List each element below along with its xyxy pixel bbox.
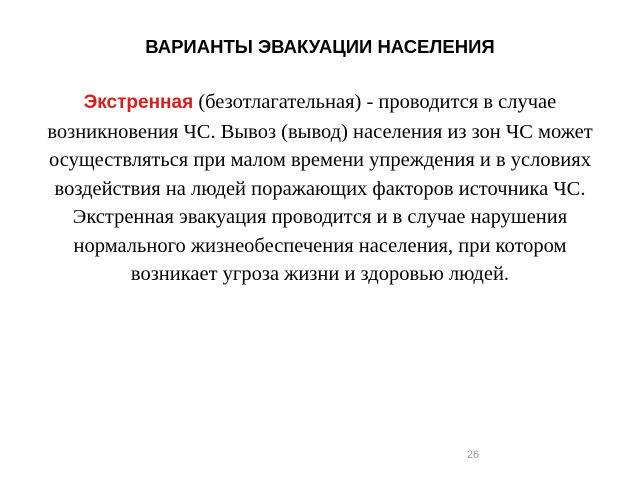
highlighted-term: Экстренная	[83, 92, 194, 113]
slide-title: ВАРИАНТЫ ЭВАКУАЦИИ НАСЕЛЕНИЯ	[145, 36, 495, 57]
page-number: 26	[466, 449, 480, 461]
body-text: (безотлагательная) - проводится в случае возникновения ЧС. Вывоз (вывод) населения из зон ЧС может осуществляться при малом времени упреждения и в условиях воздействия на людей поражающих факторов источника ЧС. Экстренная эвакуация проводится и в случае нарушения нормального жизнеобеспечения населения, при котором возникает угроза жизни и здоровью людей.	[47, 91, 593, 285]
slide-body-paragraph	[32, 88, 608, 289]
